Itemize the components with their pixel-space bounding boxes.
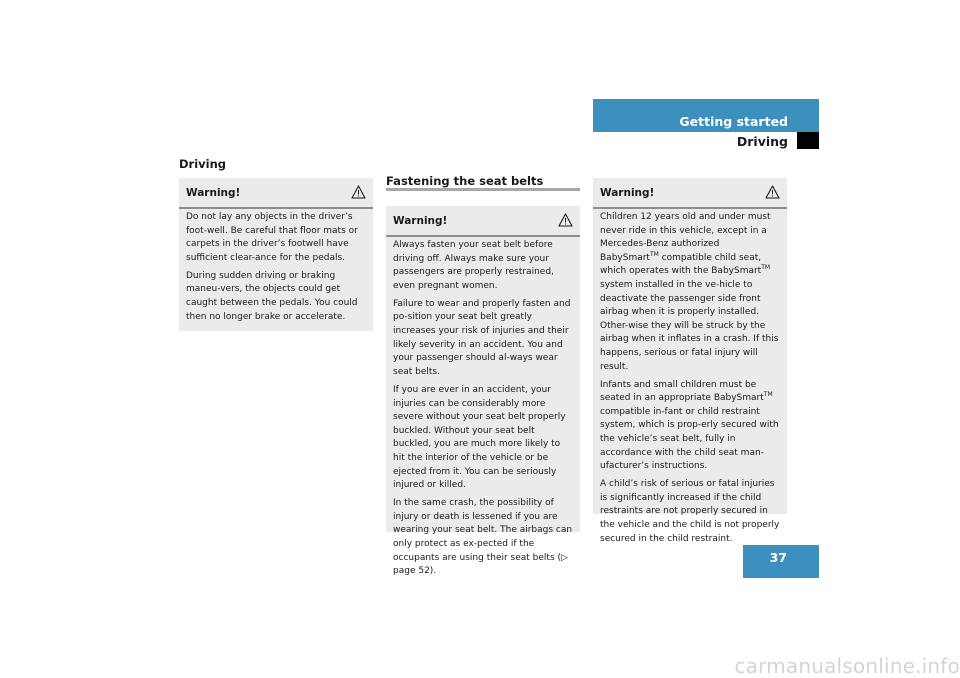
warning-triangle-icon — [765, 185, 780, 199]
warning-box-seat-belts — [386, 206, 580, 577]
warning-body — [179, 209, 373, 335]
warning-header — [593, 178, 787, 209]
page-number-box — [743, 545, 819, 578]
warning-body — [386, 237, 580, 589]
warning-paragraph — [600, 211, 780, 374]
warning-header — [179, 178, 373, 209]
warning-body — [593, 209, 787, 557]
warning-paragraph: During sudden driving or braking maneu-vers, the objects could get caught between the pedals. You could then no longer brake or accelerate. — [186, 270, 358, 322]
warning-header — [386, 206, 580, 237]
section-marker — [797, 132, 819, 149]
warning-triangle-icon — [558, 213, 573, 227]
warning-box-footwell — [179, 178, 373, 331]
text-run: compatible in-fant or child restraint system, which is prop-erly secured with the vehicle’s seat belt, fully in accordance with the child seat man-ufacturer’s instructions. — [600, 406, 779, 472]
trademark: TM — [761, 264, 771, 272]
trademark: TM — [763, 391, 773, 399]
warning-paragraph — [600, 379, 780, 474]
text-run: Children 12 years old and under must never ride in this vehicle, except in a Mercedes-Benz authorized BabySmart — [600, 212, 771, 263]
warning-title: Warning! — [393, 215, 448, 227]
trademark: TM — [649, 250, 659, 258]
warning-box-children — [593, 178, 787, 544]
chapter-tab — [593, 99, 819, 132]
page-number: 37 — [769, 550, 787, 565]
warning-paragraph: Always fasten your seat belt before driving off. Always make sure your passengers are properly restrained, even pregnant women. — [393, 240, 554, 291]
warning-title: Warning! — [186, 187, 241, 199]
text-run: Infants and small children must be seated in an appropriate BabySmart — [600, 379, 764, 404]
watermark: carmanualsonline.info — [734, 654, 960, 678]
text-run: compatible child seat, which operates with the BabySmart — [600, 252, 762, 277]
warning-title: Warning! — [600, 187, 655, 199]
warning-paragraph: A child’s risk of serious or fatal injuries is significantly increased if the child restraints are not properly secured in the vehicle and the child is not properly secured in the child restraint. — [600, 479, 780, 544]
warning-triangle-icon — [351, 185, 366, 199]
heading-rule — [386, 188, 580, 191]
section-label: Driving — [736, 134, 788, 149]
chapter-title: Getting started — [679, 114, 788, 129]
warning-paragraph: Do not lay any objects in the driver’s foot-well. Be careful that floor mats or carpets in the driver’s footwell have sufficient clear-ance for the pedals. — [186, 212, 358, 263]
driving-heading: Driving — [179, 157, 227, 171]
text-run: system installed in the ve-hicle to deactivate the passenger side front airbag when it is properly installed. Other-wise they will be struck by the airbag when it inflates in a crash. If this happens, serious or fatal injury will result. — [600, 279, 779, 372]
warning-paragraph: Failure to wear and properly fasten and po-sition your seat belt greatly increases your risk of injuries and their likely severity in an accident. You and your passenger should al-ways wear seat belts. — [393, 298, 571, 377]
warning-paragraph: If you are ever in an accident, your injuries can be considerably more severe without your seat belt properly buckled. Without your seat belt buckled, you are much more likely to hit the interior of the vehicle or be ejected from it. You can be seriously injured or killed. — [393, 384, 566, 491]
warning-paragraph: In the same crash, the possibility of injury or death is lessened if you are wearing your seat belt. The airbags can only protect as ex-pected if the occupants are using their seat belts (▷ page 52). — [393, 498, 573, 577]
seat-belts-heading: Fastening the seat belts — [386, 174, 544, 188]
